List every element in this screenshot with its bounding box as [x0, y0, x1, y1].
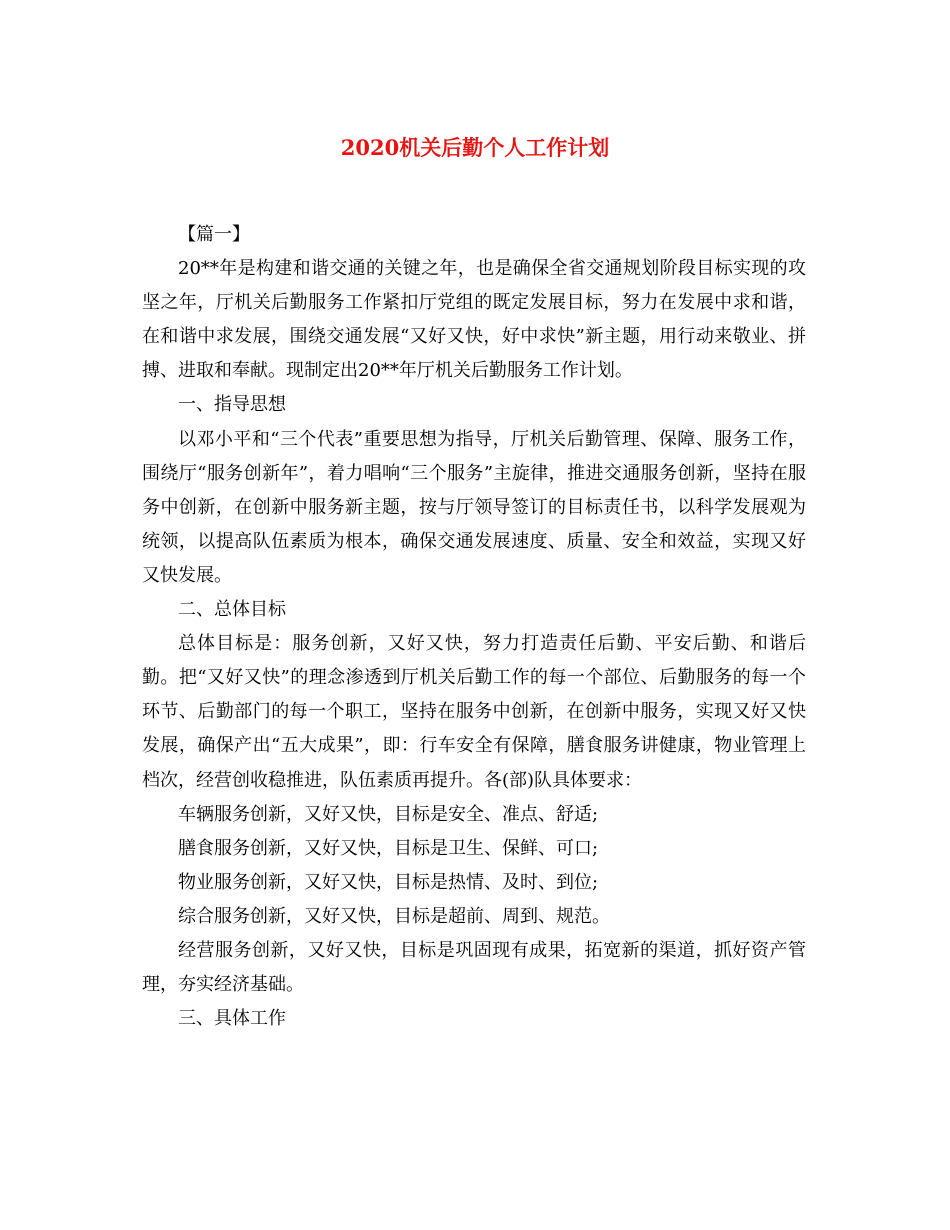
section-heading: 三、具体工作	[178, 1008, 286, 1030]
list-item: 膳食服务创新，又好又快，目标是卫生、保鲜、可口;	[178, 837, 599, 859]
section-label: 【篇一】	[178, 224, 250, 245]
body-paragraph: 总体目标是：服务创新，又好又快，努力打造责任后勤、平安后勤、和谐后勤。把“又好又快”的理念渗透到厅机关后勤工作的每一个部位、后勤服务的每一个环节、后勤部门的每一个职工，坚持在服务中创新，在创新中服务，实现又好又快发展，确保产出“五大成果”，即：行车安全有保障，膳食服务讲健康，物业管理上档次，经营创收稳推进，队伍素质再提升。各(部)队具体要求：	[142, 633, 806, 791]
list-item: 车辆服务创新，又好又快，目标是安全、准点、舒适;	[178, 803, 599, 825]
document-body	[142, 218, 806, 1036]
body-paragraph: 以邓小平和“三个代表”重要思想为指导，厅机关后勤管理、保障、服务工作，围绕厅“服务创新年”，着力唱响“三个服务”主旋律，推进交通服务创新，坚持在服务中创新，在创新中服务新主题，按与厅领导签订的目标责任书，以科学发展观为统领，以提高队伍素质为根本，确保交通发展速度、质量、安全和效益，实现又好又快发展。	[142, 428, 806, 586]
list-item: 综合服务创新，又好又快，目标是超前、周到、规范。	[178, 905, 610, 927]
section-heading: 一、指导思想	[178, 394, 286, 416]
document-title: 2020机关后勤个人工作计划	[340, 135, 610, 160]
list-item: 物业服务创新，又好又快，目标是热情、及时、到位;	[178, 871, 599, 893]
section-heading: 二、总体目标	[178, 599, 286, 621]
intro-paragraph: 20**年是构建和谐交通的关键之年，也是确保全省交通规划阶段目标实现的攻坚之年，厅机关后勤服务工作紧扣厅党组的既定发展目标，努力在发展中求和谐，在和谐中求发展，围绕交通发展“又好又快，好中求快”新主题，用行动来敬业、拼搏、进取和奉献。现制定出20**年厅机关后勤服务工作计划。	[142, 258, 806, 382]
list-item: 经营服务创新，又好又快，目标是巩固现有成果，拓宽新的渠道，抓好资产管理，夯实经济基础。	[142, 939, 806, 996]
